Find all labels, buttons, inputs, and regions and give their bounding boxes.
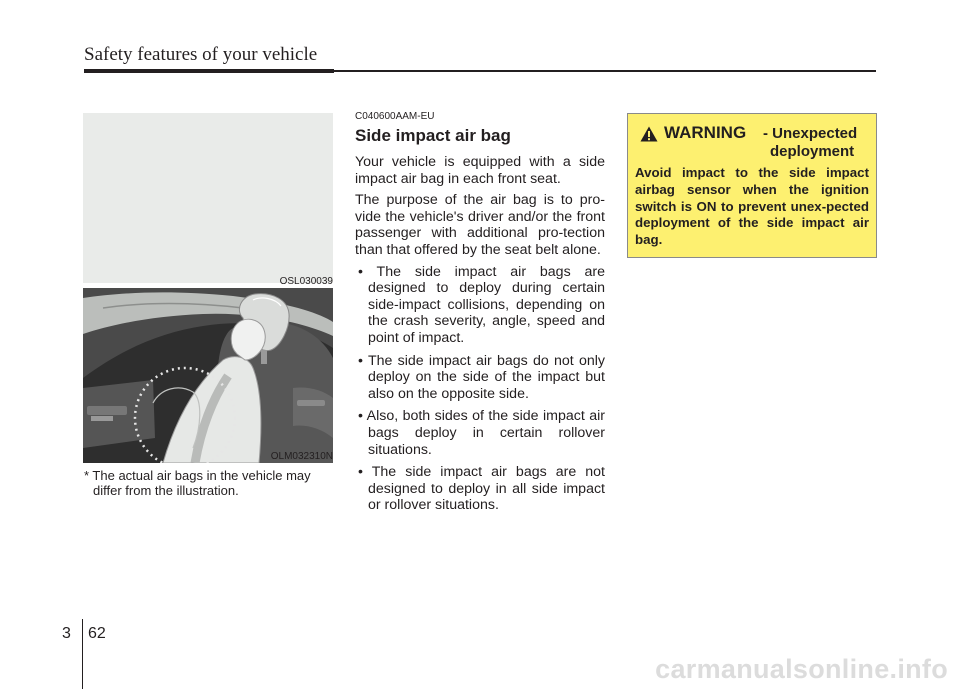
- main-column: [355, 108, 605, 520]
- watermark: carmanualsonline.info: [655, 654, 948, 684]
- header-rule-thin: [334, 70, 876, 72]
- bullet-text: The side impact air bags do not only deploy on the side of the impact but also on the opposite side.: [367, 352, 606, 402]
- warning-text: Avoid impact to the side impact airbag sensor when the ignition switch is ON to prevent unex-pected deployment of the side impact air bag.: [635, 165, 869, 248]
- warning-triangle-icon: [640, 126, 658, 142]
- bullet-item: • The side impact air bags are designed to deploy during certain side-impact collisions, depending on the crash severity, angle, speed and point of impact.: [358, 263, 605, 346]
- bullet-item: • Also, both sides of the side impact air bags deploy in certain rollover situations.: [358, 408, 605, 458]
- bullet-item: • The side impact air bags are not designed to deploy in all side impact or rollover situations.: [358, 464, 605, 514]
- chapter-number: 3: [62, 625, 71, 642]
- header-rule-thick: [84, 69, 334, 73]
- figure-bottom-code: OLM032310N: [270, 451, 333, 462]
- bullet-text: Also, both sides of the side impact air bags deploy in certain rollover situations.: [366, 408, 605, 458]
- warning-label: WARNING: [664, 123, 747, 142]
- page-number-divider: [82, 619, 83, 689]
- page-header-title: Safety features of your vehicle: [84, 44, 318, 65]
- figure-caption: [84, 468, 344, 498]
- section-title: Side impact air bag: [355, 126, 511, 145]
- bullet-list: [355, 264, 605, 514]
- bullet-text: The side impact air bags are designed to deploy during certain side-impact collisions, depending on the crash severity, angle, speed and point of impact.: [368, 263, 605, 346]
- figure-seat-illustration: [83, 288, 333, 463]
- warning-box: [627, 113, 877, 258]
- page-number: 62: [88, 625, 106, 642]
- caption-line: differ from the illustration.: [93, 483, 239, 498]
- figure-top-code: OSL030039: [279, 276, 333, 287]
- caption-line: * The actual air bags in the vehicle may: [84, 468, 311, 483]
- section-code: C040600AAM-EU: [355, 111, 435, 122]
- bullet-text: The side impact air bags are not designed to deploy in all side impact or rollover situations.: [368, 464, 605, 514]
- figure-top-placeholder: [83, 113, 333, 283]
- seat-airbag-illustration: [83, 288, 333, 463]
- warning-subtitle: deployment: [770, 143, 855, 160]
- paragraph: Your vehicle is equipped with a side impact air bag in each front seat.: [355, 154, 605, 187]
- warning-subtitle: - Unexpected: [763, 125, 858, 142]
- paragraph: The purpose of the air bag is to pro-vide the vehicle's driver and/or the front passenger with additional pro-tection than that offered by the seat belt alone.: [355, 192, 605, 258]
- bullet-item: • The side impact air bags do not only deploy on the side of the impact but also on the opposite side.: [358, 352, 606, 402]
